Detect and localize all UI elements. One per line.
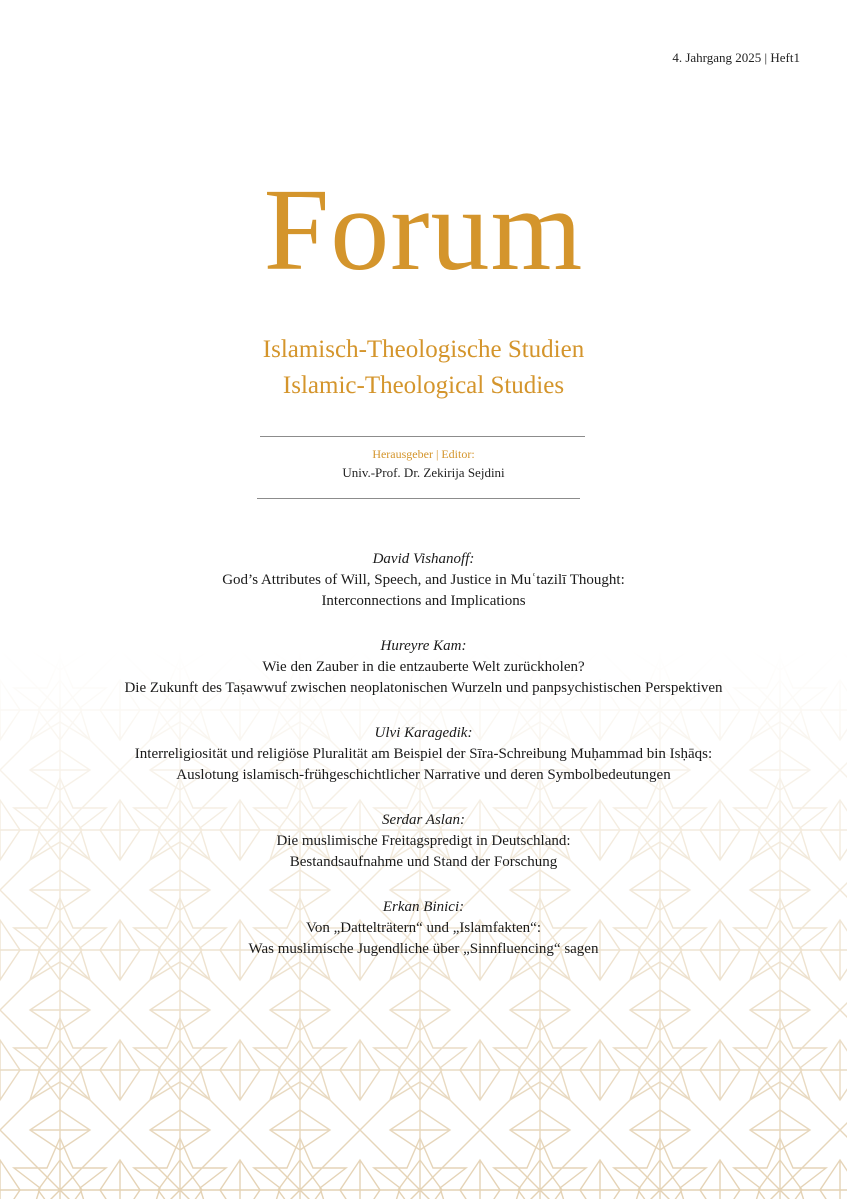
article-entry — [0, 897, 847, 960]
journal-title: Forum — [263, 164, 584, 295]
article-title-line: Die Zukunft des Taṣawwuf zwischen neoplatonischen Wurzeln und panpsychistischen Perspektiven — [124, 680, 723, 696]
article-title-line: Was muslimische Jugendliche über „Sinnfluencing“ sagen — [248, 941, 599, 957]
divider-top — [260, 436, 585, 437]
article-entry — [0, 810, 847, 873]
article-title-line: Interreligiosität und religiöse Pluralität am Beispiel der Sīra-Schreibung Muḥammad bin Isḥāqs: — [134, 746, 713, 762]
article-author: Ulvi Karagedik: — [374, 725, 473, 741]
subtitle-english: Islamic-Theological Studies — [282, 372, 565, 399]
article-title-line: Interconnections and Implications — [321, 593, 526, 609]
article-title-line: Auslotung islamisch-frühgeschichtlicher Narrative und deren Symbolbedeutungen — [176, 767, 671, 783]
article-author: Erkan Binici: — [382, 899, 465, 915]
article-author: Hureyre Kam: — [380, 638, 467, 654]
article-author: David Vishanoff: — [372, 551, 475, 567]
editor-label: Herausgeber | Editor: — [372, 447, 475, 461]
editor-name: Univ.-Prof. Dr. Zekirija Sejdini — [342, 465, 505, 480]
issue-info: 4. Jahrgang 2025 | Heft1 — [672, 50, 800, 65]
article-entry — [0, 636, 847, 699]
article-title-line: Von „Dattelträtern“ und „Islamfakten“: — [305, 920, 542, 936]
article-author: Serdar Aslan: — [382, 812, 465, 828]
article-entry — [0, 723, 847, 786]
divider-bottom — [257, 498, 580, 499]
article-title-line: God’s Attributes of Will, Speech, and Justice in Muʿtazilī Thought: — [222, 572, 625, 588]
article-title-line: Wie den Zauber in die entzauberte Welt zurückholen? — [262, 659, 585, 675]
article-title-line: Bestandsaufnahme und Stand der Forschung — [289, 854, 558, 870]
article-list — [0, 549, 847, 984]
article-title-line: Die muslimische Freitagspredigt in Deutschland: — [276, 833, 571, 849]
subtitle-german: Islamisch-Theologische Studien — [262, 336, 585, 363]
article-entry — [0, 549, 847, 612]
